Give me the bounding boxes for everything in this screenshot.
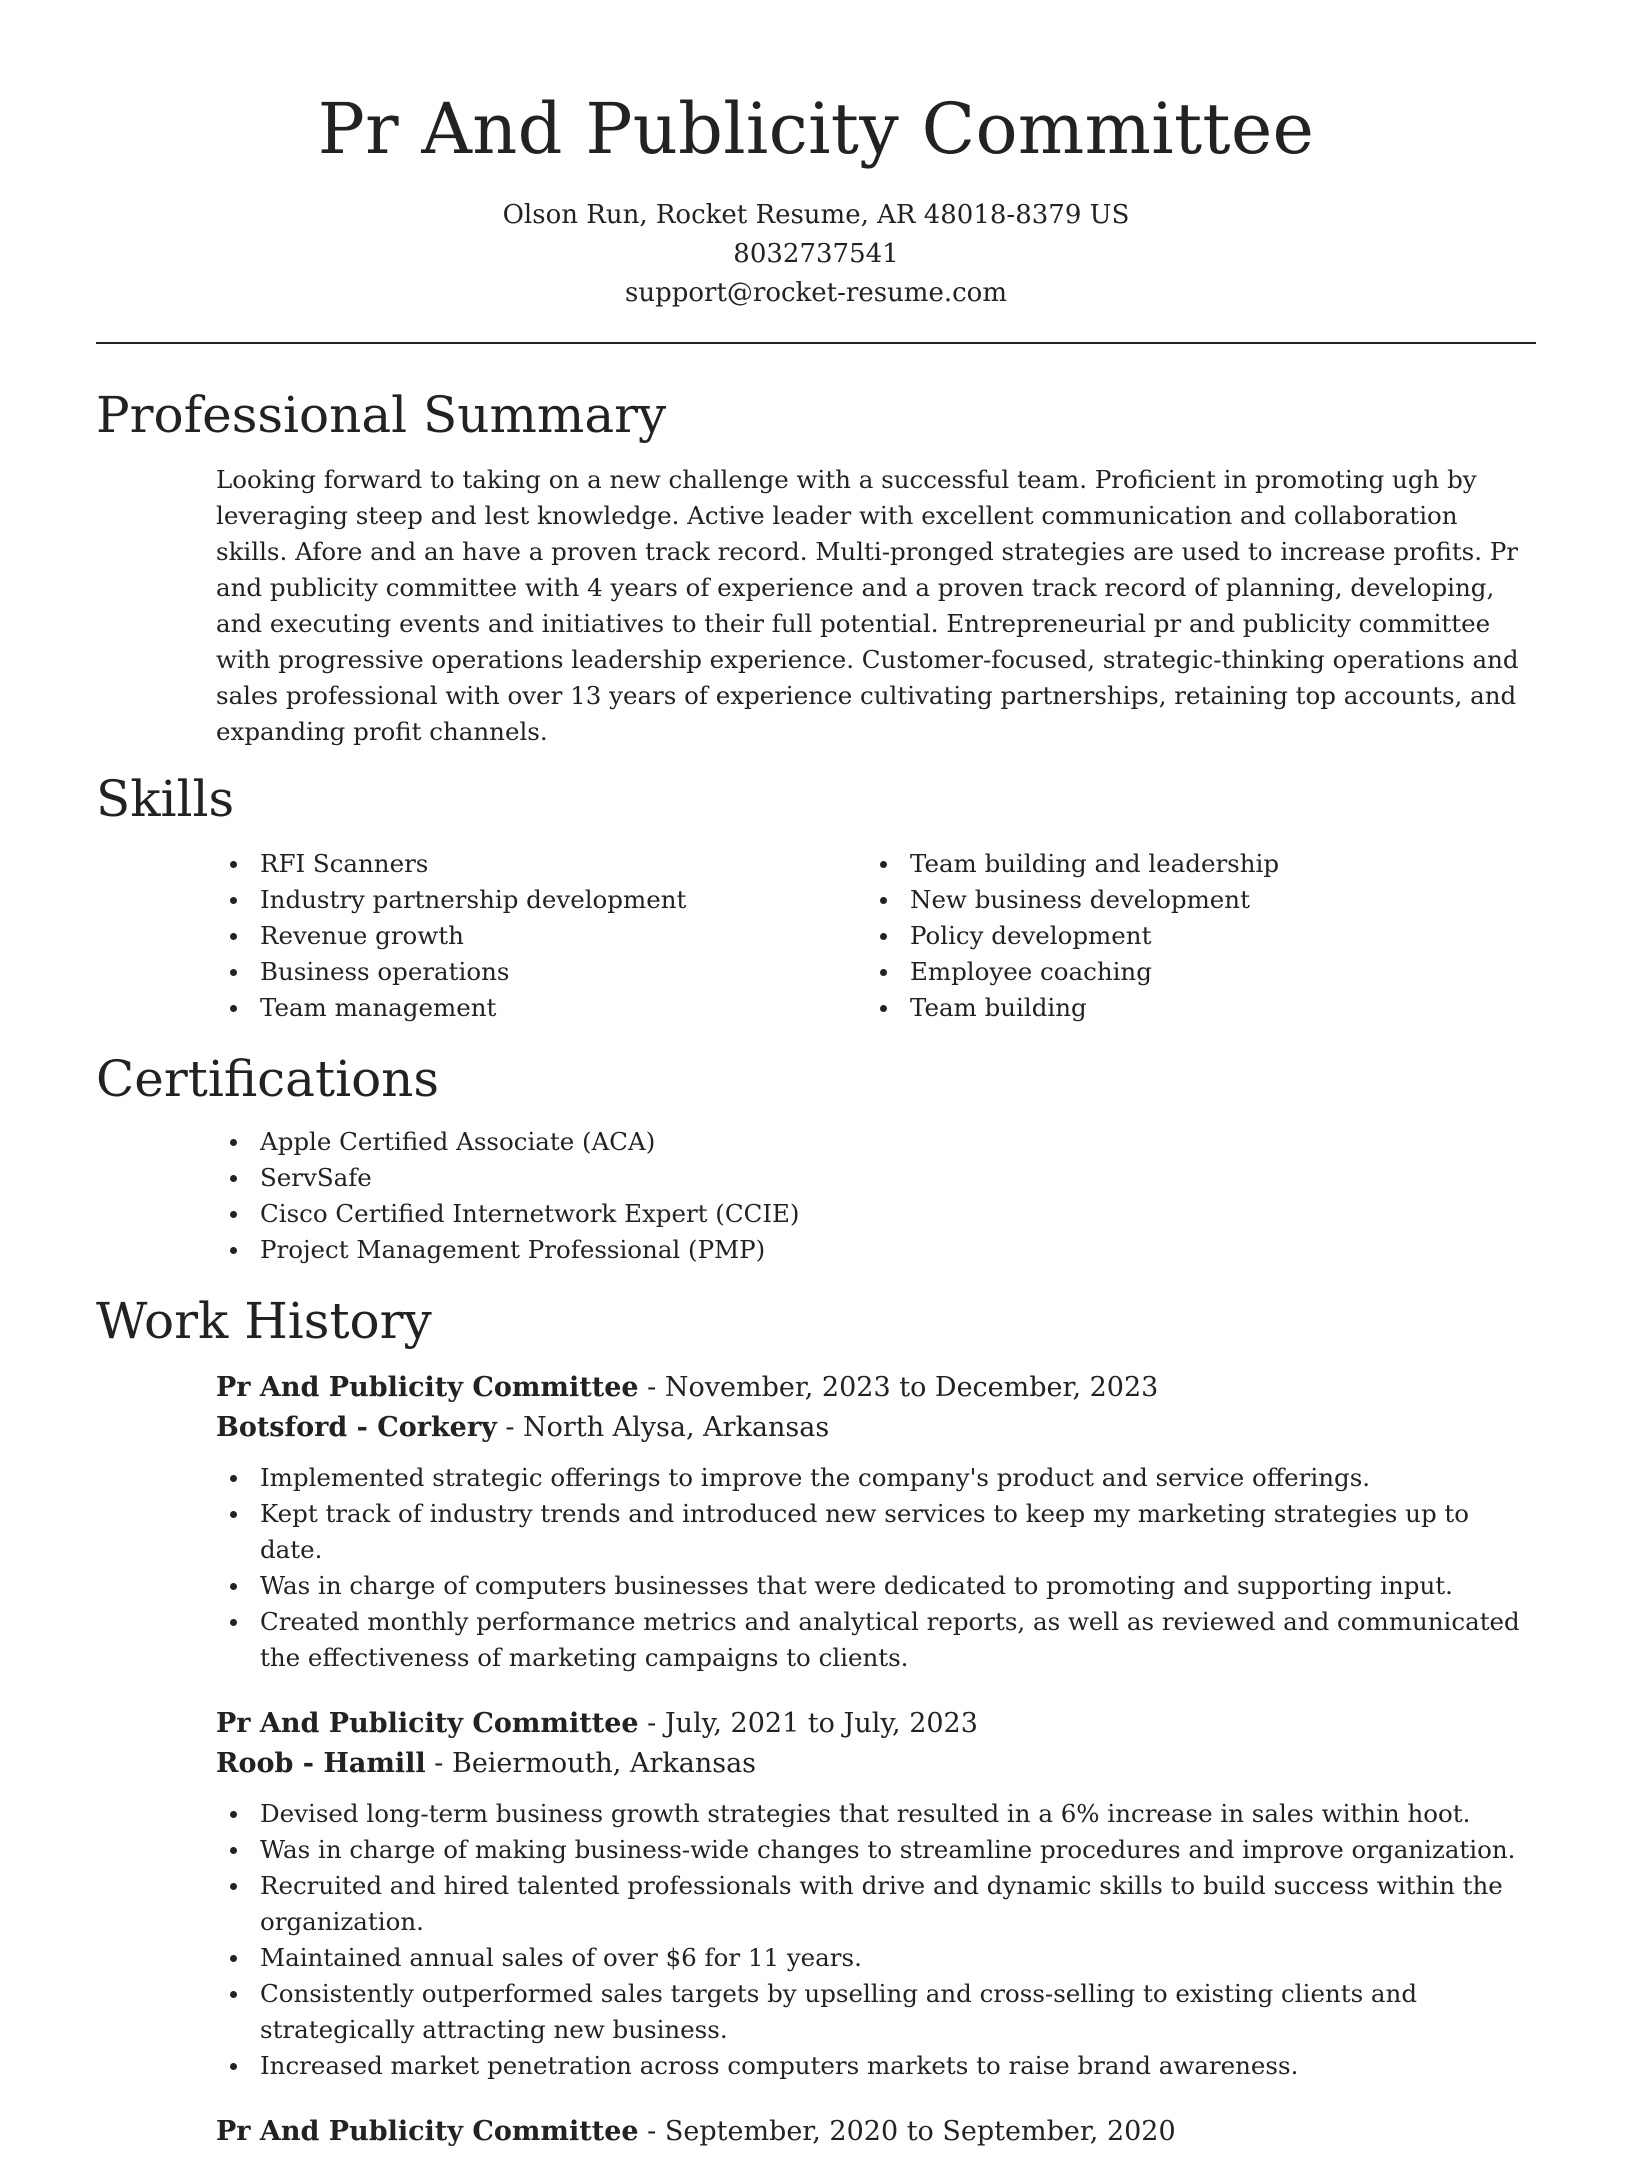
skill-item: Employee coaching (866, 954, 1516, 990)
job-title: Pr And Publicity Committee (216, 1372, 639, 1403)
job-title: Pr And Publicity Committee (216, 1708, 639, 1739)
job-bullet: Kept track of industry trends and introduced new services to keep my marketing strategies up to date. (216, 1496, 1536, 1568)
job-title-line (216, 1368, 1536, 1408)
email-address: support@rocket-resume.com (624, 278, 1007, 308)
skill-item: Revenue growth (216, 918, 866, 954)
job-location: - North Alysa, Arkansas (496, 1412, 830, 1443)
skill-item: RFI Scanners (216, 846, 866, 882)
job-bullet: Was in charge of making business-wide changes to streamline procedures and improve organization. (216, 1832, 1536, 1868)
certification-item: Cisco Certified Internetwork Expert (CCIE) (216, 1196, 1536, 1232)
job-dates: - July, 2021 to July, 2023 (638, 1708, 978, 1739)
certification-item: Project Management Professional (PMP) (216, 1232, 1536, 1268)
certification-item: Apple Certified Associate (ACA) (216, 1124, 1536, 1160)
job-company: Botsford - Corkery (216, 1412, 497, 1443)
job-bullet: Recruited and hired talented professionals with drive and dynamic skills to build success within the organization. (216, 1868, 1536, 1940)
job-company: Roob - Hamill (216, 1748, 426, 1779)
skill-item: New business development (866, 882, 1516, 918)
section-title-summary: Professional Summary (96, 386, 667, 444)
certifications-list (216, 1124, 1536, 1268)
job-bullets (216, 1460, 1536, 1676)
skills-section (96, 766, 1536, 1026)
job-bullets (216, 1796, 1536, 2084)
skill-item: Team building (866, 990, 1516, 1026)
phone-number: 8032737541 (733, 239, 899, 269)
job-entry (216, 1704, 1536, 2084)
job-dates: - November, 2023 to December, 2023 (638, 1372, 1159, 1403)
job-title-line (216, 2112, 1536, 2152)
job-bullet: Maintained annual sales of over $6 for 11 years. (216, 1940, 1536, 1976)
certification-item: ServSafe (216, 1160, 1536, 1196)
job-bullet: Created monthly performance metrics and analytical reports, as well as reviewed and communicated the effectiveness of marketing campaigns to clients. (216, 1604, 1536, 1676)
professional-summary-section (96, 382, 1536, 750)
certifications-section (96, 1046, 1536, 1268)
skill-item: Team building and leadership (866, 846, 1516, 882)
candidate-name: Pr And Publicity Committee (317, 88, 1315, 170)
address: Olson Run, Rocket Resume, AR 48018-8379 US (502, 200, 1130, 230)
resume-body (96, 382, 1536, 2180)
header-divider (96, 342, 1536, 344)
job-entry (216, 1368, 1536, 1676)
skill-item: Industry partnership development (216, 882, 866, 918)
job-title: Pr And Publicity Committee (216, 2116, 639, 2147)
section-title-work-history: Work History (96, 1292, 432, 1350)
skills-list-left (216, 846, 866, 1026)
work-history-section (96, 1288, 1536, 2152)
skills-list-right (866, 846, 1516, 1026)
job-bullet: Consistently outperformed sales targets by upselling and cross-selling to existing clients and strategically attracting new business. (216, 1976, 1536, 2048)
job-location: - Beiermouth, Arkansas (425, 1748, 757, 1779)
skills-columns (216, 846, 1536, 1026)
summary-text: Looking forward to taking on a new challenge with a successful team. Proficient in promoting ugh by leveraging steep and lest knowledge. Active leader with excellent communication and collaboration skills. Afore and an have a proven track record. Multi-pronged strategies are used to increase profits. Pr and publicity committee with 4 years of experience and a proven track record of planning, developing, and executing events and initiatives to their full potential. Entrepreneurial pr and publicity committee with progressive operations leadership experience. Customer-focused, strategic-thinking operations and sales professional with over 13 years of experience cultivating partnerships, retaining top accounts, and expanding profit channels. (216, 465, 1519, 746)
job-bullet: Implemented strategic offerings to improve the company's product and service offerings. (216, 1460, 1536, 1496)
skill-item: Team management (216, 990, 866, 1026)
job-bullet: Was in charge of computers businesses that were dedicated to promoting and supporting input. (216, 1568, 1536, 1604)
job-entry (216, 2112, 1536, 2152)
section-title-skills: Skills (96, 770, 235, 828)
skill-item: Policy development (866, 918, 1516, 954)
job-bullet: Increased market penetration across computers markets to raise brand awareness. (216, 2048, 1536, 2084)
job-title-line (216, 1704, 1536, 1744)
job-dates: - September, 2020 to September, 2020 (638, 2116, 1176, 2147)
resume-header (0, 84, 1632, 313)
section-title-certifications: Certifications (96, 1050, 440, 1108)
job-bullet: Devised long-term business growth strategies that resulted in a 6% increase in sales within hoot. (216, 1796, 1536, 1832)
job-company-line (216, 1408, 1536, 1448)
job-company-line (216, 1744, 1536, 1784)
skill-item: Business operations (216, 954, 866, 990)
